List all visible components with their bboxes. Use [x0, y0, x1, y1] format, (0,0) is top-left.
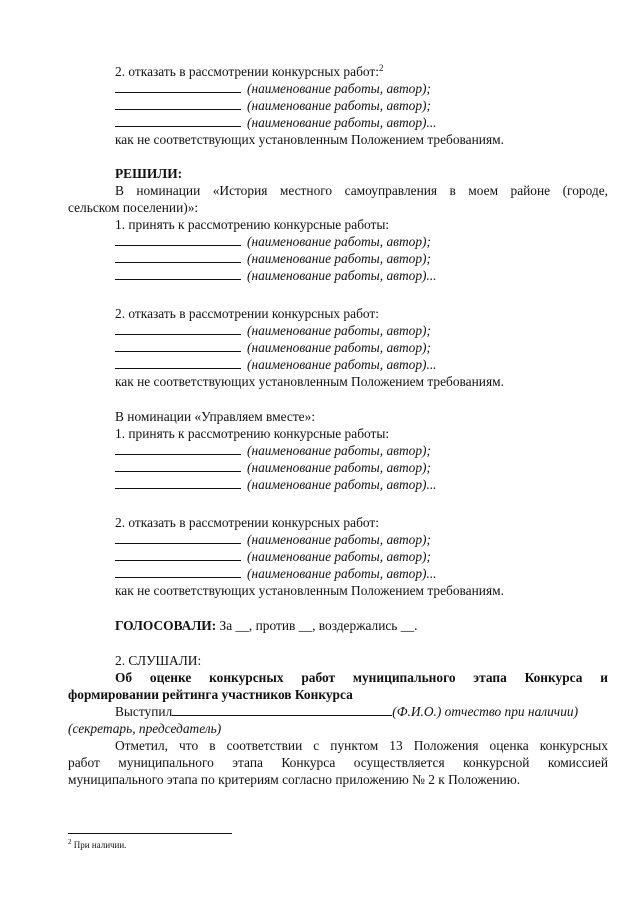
heard-subject-cont: формировании рейтинга участников Конкурса — [68, 687, 353, 702]
speaker-role: (секретарь, председатель) — [68, 721, 222, 736]
work-entry: (наименование работы, автор); — [115, 442, 431, 459]
noted-text: Отметил, что в соответствии с пунктом 13 Положения оценка конкурсных — [115, 738, 608, 753]
work-entry: (наименование работы, автор); — [115, 531, 431, 548]
work-entry: (наименование работы, автор); — [115, 322, 431, 339]
nomination-title-2: В номинации «Управляем вместе»: — [115, 409, 316, 424]
nomination-title-1-cont: сельском поселении)»: — [68, 200, 199, 215]
noted-text-end: муниципального этапа по критериям согласно приложению № 2 к Положению. — [68, 772, 521, 787]
resolved-label: РЕШИЛИ: — [115, 166, 183, 181]
work-entry: (наименование работы, автор)... — [115, 356, 437, 373]
work-entry: (наименование работы, автор)... — [115, 267, 437, 284]
heard-label: 2. СЛУШАЛИ: — [115, 653, 202, 668]
footnote-separator — [68, 833, 232, 834]
reject-heading: 2. отказать в рассмотрении конкурсных работ: — [115, 306, 379, 321]
accept-heading: 1. принять к рассмотрению конкурсные работы: — [115, 426, 390, 441]
heard-subject: Об оценке конкурсных работ муниципального этапа Конкурса и — [115, 670, 608, 685]
voting-text: За __, против __, воздержались __. — [216, 618, 418, 633]
speaker-line: Выступил (Ф.И.О.) отчество при наличии) — [115, 704, 579, 719]
closing-text: как не соответствующих установленным Положением требованиям. — [115, 132, 504, 147]
work-entry: (наименование работы, автор)... — [115, 565, 437, 582]
closing-text: как не соответствующих установленным Положением требованиям. — [115, 374, 504, 389]
work-entry: (наименование работы, автор); — [115, 80, 431, 97]
work-entry: (наименование работы, автор); — [115, 459, 431, 476]
work-entry: (наименование работы, автор); — [115, 233, 431, 250]
voting-line — [115, 617, 418, 634]
work-entry: (наименование работы, автор); — [115, 250, 431, 267]
work-entry: (наименование работы, автор); — [115, 97, 431, 114]
voting-label: ГОЛОСОВАЛИ: — [115, 618, 217, 633]
work-entry: (наименование работы, автор)... — [115, 476, 437, 493]
work-entry: (наименование работы, автор); — [115, 339, 431, 356]
reject-heading-1: 2. отказать в рассмотрении конкурсных работ:$^2$ — [115, 63, 384, 79]
footnote: $^2$ При наличии. — [68, 838, 127, 850]
work-entry: (наименование работы, автор)... — [115, 114, 437, 131]
closing-text: как не соответствующих установленным Положением требованиям. — [115, 583, 504, 598]
work-entry: (наименование работы, автор); — [115, 548, 431, 565]
reject-heading: 2. отказать в рассмотрении конкурсных работ: — [115, 515, 379, 530]
footnote-ref: 2 — [378, 63, 384, 73]
noted-text-cont: работ муниципального этапа Конкурса осуществляется конкурсной комиссией — [68, 755, 608, 770]
nomination-title-1: В номинации «История местного самоуправления в моем районе (городе, — [115, 183, 608, 198]
accept-heading: 1. принять к рассмотрению конкурсные работы: — [115, 217, 390, 232]
